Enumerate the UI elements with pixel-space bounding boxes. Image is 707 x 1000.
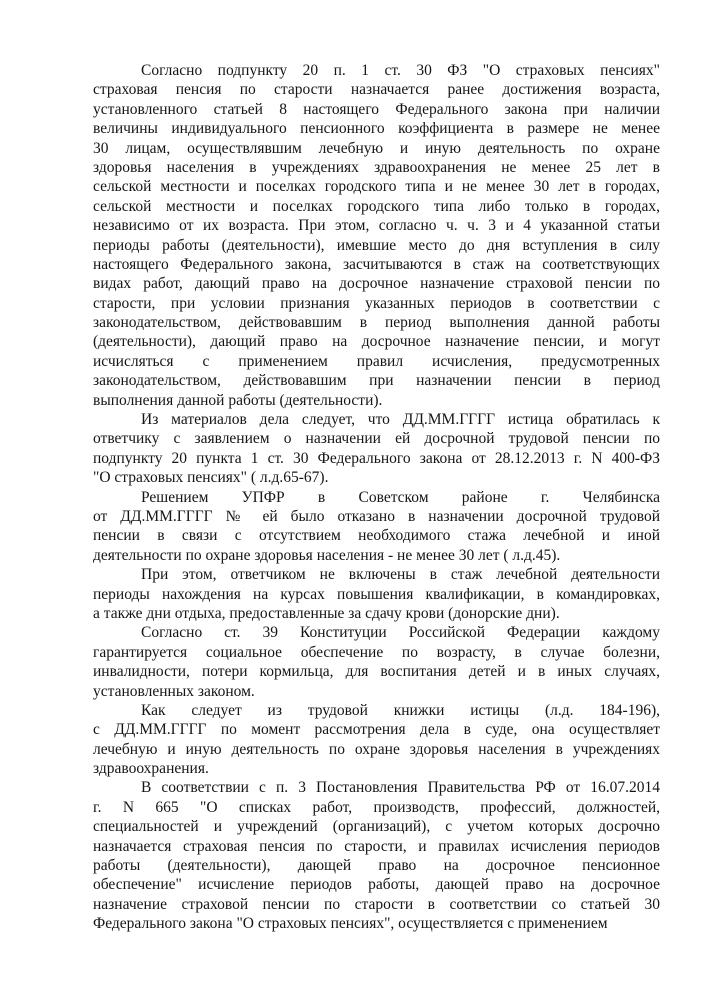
text-line: гарантируется социальное обеспечение по возрасту, в случае болезни,	[93, 643, 660, 661]
text-line: Федерального закона "О страховых пенсиях", осуществляется с применением	[93, 915, 608, 933]
text-line: назначение страховой пенсии по старости в соответствии со статьей 30	[93, 895, 660, 913]
text-line: сельской местности и поселках городского типа и не менее 30 лет в городах,	[93, 178, 660, 196]
paragraph	[93, 61, 660, 410]
text-line: Согласно ст. 39 Конституции Российской Федерации каждому	[141, 624, 660, 642]
text-line: обеспечение" исчисление периодов работы, дающей право на досрочное	[93, 876, 660, 894]
text-line: инвалидности, потери кормильца, для воспитания детей и в иных случаях,	[93, 663, 660, 681]
text-line: пенсии в связи с отсутствием необходимого стажа лечебной и иной	[93, 527, 660, 545]
text-line: Согласно подпункту 20 п. 1 ст. 30 ФЗ "О страховых пенсиях"	[141, 62, 660, 79]
paragraph	[93, 565, 660, 623]
text-line: установленного статьей 8 настоящего Федерального закона при наличии	[93, 100, 660, 118]
text-line: законодательством, действовавшим в период выполнения данной работы	[93, 314, 660, 332]
text-line: подпункту 20 пункта 1 ст. 30 Федерального закона от 28.12.2013 г. N 400-ФЗ	[93, 449, 660, 467]
text-line: г. N 665 "О списках работ, производств, профессий, должностей,	[93, 798, 660, 816]
text-line: величины индивидуального пенсионного коэффициента в размере не менее	[93, 120, 660, 138]
text-line: установленных законом.	[93, 682, 255, 700]
text-line: "О страховых пенсиях" ( л.д.65-67).	[93, 469, 329, 487]
paragraph	[93, 488, 660, 566]
text-line: видах работ, дающий право на досрочное назначение страховой пенсии по	[93, 275, 660, 293]
text-line: выполнения данной работы (деятельности).	[93, 391, 383, 409]
text-line: периоды нахождения на курсах повышения квалификации, в командировках,	[93, 585, 660, 603]
paragraph	[93, 623, 660, 701]
text-line: сельской местности и поселках городского типа либо только в городах,	[93, 197, 660, 215]
paragraph	[93, 410, 660, 488]
text-line: 30 лицам, осуществлявшим лечебную и иную деятельность по охране	[93, 139, 660, 157]
text-line: исчисляться с применением правил исчисления, предусмотренных	[93, 352, 660, 370]
text-line: Из материалов дела следует, что ДД.ММ.ГГГГ истица обратилась к	[141, 411, 660, 429]
text-line: В соответствии с п. 3 Постановления Правительства РФ от 16.07.2014	[141, 779, 660, 797]
text-line: (деятельности), дающий право на досрочное назначение пенсии, и могут	[93, 333, 660, 351]
text-line: Как следует из трудовой книжки истицы (л.д. 184-196),	[141, 701, 660, 719]
text-line: периоды работы (деятельности), имевшие место до дня вступления в силу	[93, 236, 660, 254]
text-line: работы (деятельности), дающей право на досрочное пенсионное	[93, 857, 660, 875]
text-line: старости, при условии признания указанных периодов в соответствии с	[93, 294, 660, 312]
text-line: от ДД.ММ.ГГГГ № ей было отказано в назначении досрочной трудовой	[93, 507, 660, 525]
paragraph	[93, 778, 660, 933]
text-line: При этом, ответчиком не включены в стаж лечебной деятельности	[141, 566, 660, 584]
text-line: страховая пенсия по старости назначается ранее достижения возраста,	[93, 81, 660, 99]
text-line: с ДД.ММ.ГГГГ по момент рассмотрения дела в суде, она осуществляет	[93, 721, 660, 739]
text-line: специальностей и учреждений (организаций), с учетом которых досрочно	[93, 818, 660, 836]
text-line: здоровья населения в учреждениях здравоохранения не менее 25 лет в	[93, 158, 660, 176]
text-line: ответчику с заявлением о назначении ей досрочной трудовой пенсии по	[93, 430, 660, 448]
text-line: деятельности по охране здоровья населения - не менее 30 лет ( л.д.45).	[93, 546, 561, 564]
text-line: а также дни отдыха, предоставленные за сдачу крови (донорские дни).	[93, 604, 560, 622]
text-line: лечебную и иную деятельность по охране здоровья населения в учреждениях	[93, 740, 660, 758]
text-line: настоящего Федерального закона, засчитываются в стаж на соответствующих	[93, 255, 660, 273]
text-line: законодательством, действовавшим при назначении пенсии в период	[93, 372, 660, 390]
paragraph	[93, 701, 660, 779]
text-line: назначается страховая пенсия по старости, и правилах исчисления периодов	[93, 837, 660, 855]
text-line: Решением УПФР в Советском районе г. Челябинска	[141, 488, 660, 506]
document-body	[93, 61, 660, 934]
text-line: здравоохранения.	[93, 760, 209, 778]
text-line: независимо от их возраста. При этом, согласно ч. ч. 3 и 4 указанной статьи	[93, 217, 660, 235]
